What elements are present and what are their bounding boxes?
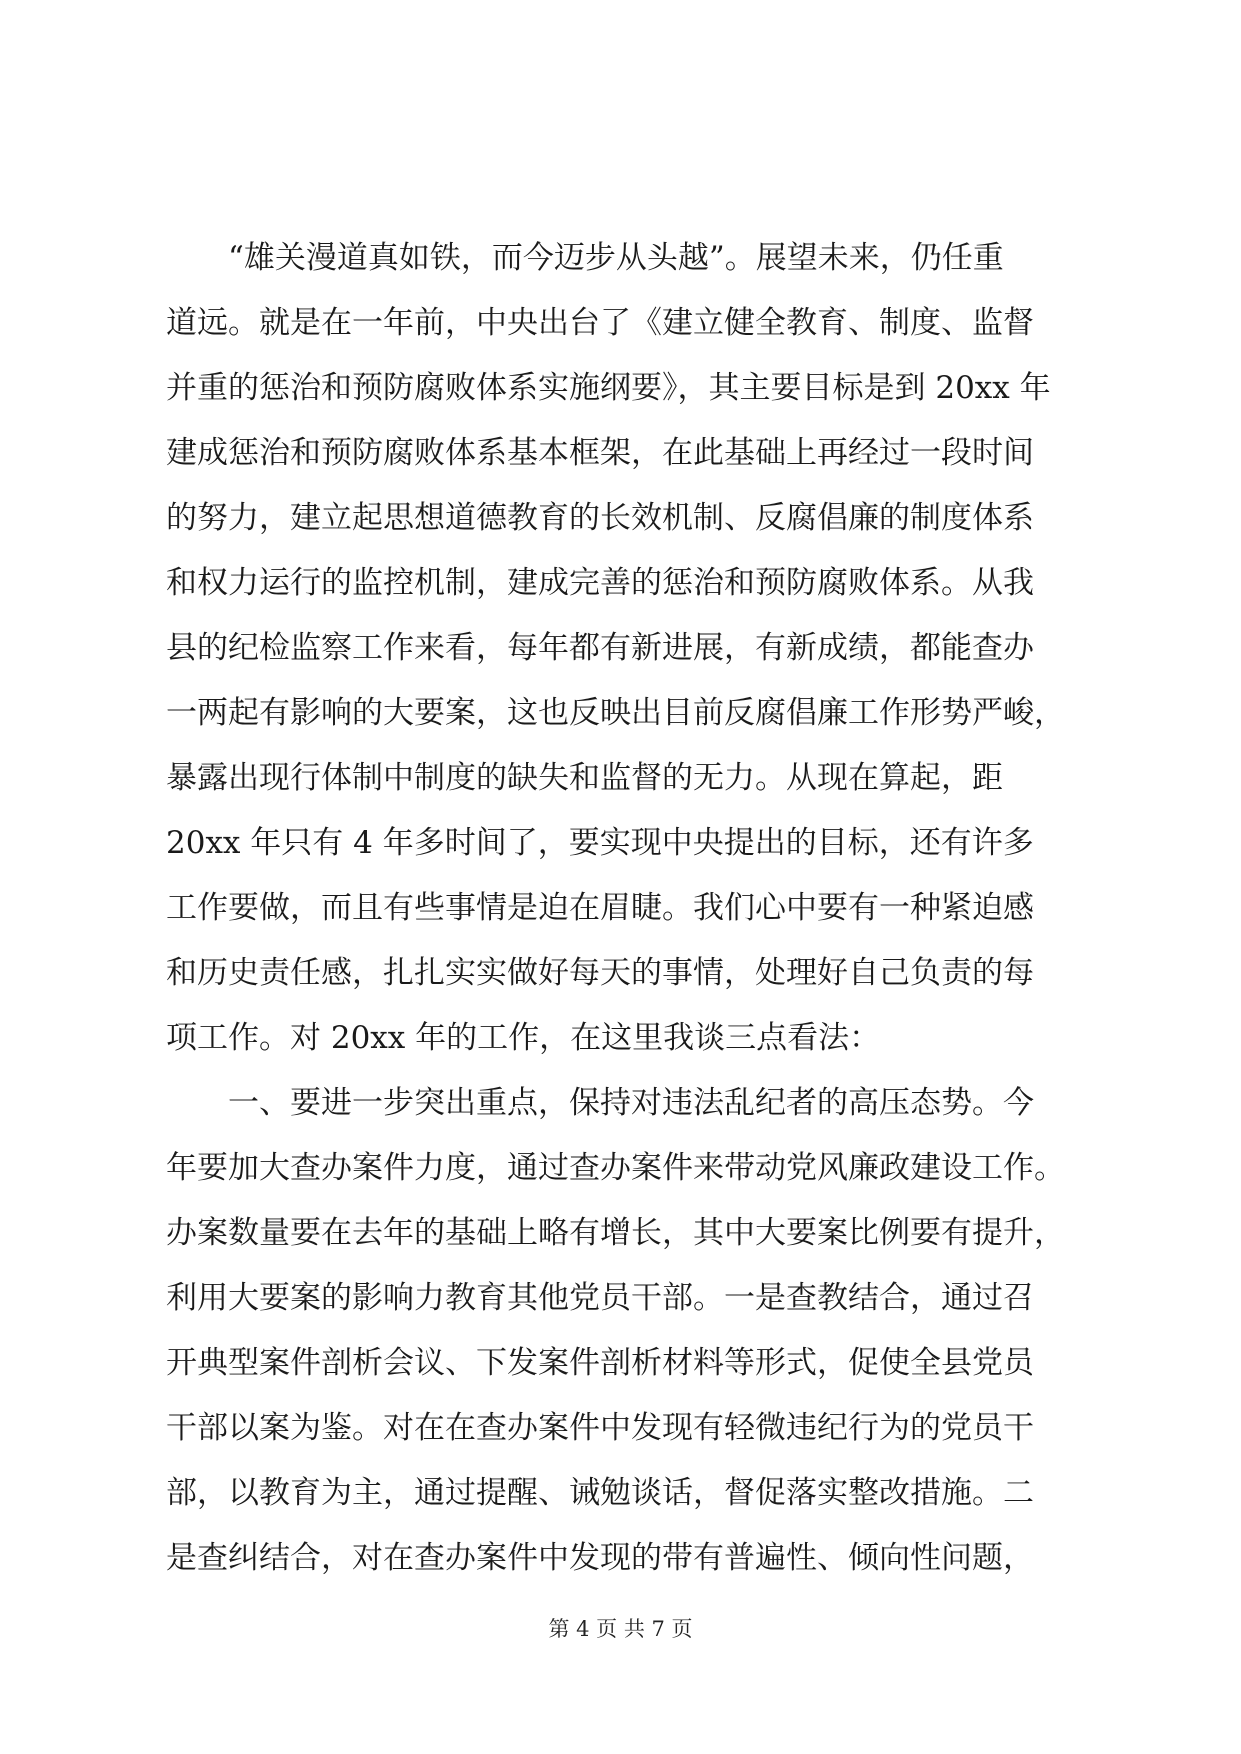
text-line: 县的纪检监察工作来看，每年都有新进展，有新成绩，都能查办: [166, 630, 1034, 666]
text-line: 开典型案件剖析会议、下发案件剖析材料等形式，促使全县党员: [166, 1345, 1034, 1381]
text-line: 工作要做，而且有些事情是迫在眉睫。我们心中要有一种紧迫感: [166, 890, 1034, 926]
text-line: 办案数量要在去年的基础上略有增长，其中大要案比例要有提升，: [166, 1215, 1065, 1251]
text-line: 和权力运行的监控机制，建成完善的惩治和预防腐败体系。从我: [166, 565, 1034, 601]
text-line: 项工作。对 20xx 年的工作，在这里我谈三点看法：: [166, 1020, 881, 1056]
text-line: 道远。就是在一年前，中央出台了《建立健全教育、制度、监督: [166, 305, 1034, 341]
text-line: 利用大要案的影响力教育其他党员干部。一是查教结合，通过召: [166, 1280, 1034, 1316]
text-line: 一两起有影响的大要案，这也反映出目前反腐倡廉工作形势严峻，: [166, 695, 1065, 731]
text-line: 的努力，建立起思想道德教育的长效机制、反腐倡廉的制度体系: [166, 500, 1034, 536]
text-line: 年要加大查办案件力度，通过查办案件来带动党风廉政建设工作。: [166, 1150, 1065, 1186]
text-line: 并重的惩治和预防腐败体系实施纲要》，其主要目标是到 20xx 年: [166, 370, 1051, 406]
text-line: 一、要进一步突出重点，保持对违法乱纪者的高压态势。今: [228, 1085, 1034, 1121]
text-line: 和历史责任感，扎扎实实做好每天的事情，处理好自己负责的每: [166, 955, 1034, 991]
text-line: 部，以教育为主，通过提醒、诫勉谈话，督促落实整改措施。二: [166, 1475, 1034, 1511]
text-line: 干部以案为鉴。对在在查办案件中发现有轻微违纪行为的党员干: [166, 1410, 1034, 1446]
paragraph: [166, 1071, 1081, 1591]
document-body: [166, 226, 1081, 1591]
paragraph: [166, 226, 1081, 1071]
text-line: 暴露出现行体制中制度的缺失和监督的无力。从现在算起，距: [166, 760, 1003, 796]
text-line: “雄关漫道真如铁，而今迈步从头越”。展望未来，仍任重: [228, 240, 1004, 276]
text-line: 20xx 年只有 4 年多时间了，要实现中央提出的目标，还有许多: [166, 825, 1034, 861]
page-number-footer: 第 4 页 共 7 页: [548, 1617, 693, 1641]
text-line: 建成惩治和预防腐败体系基本框架，在此基础上再经过一段时间: [166, 435, 1034, 471]
text-line: 是查纠结合，对在查办案件中发现的带有普遍性、倾向性问题，: [166, 1540, 1034, 1576]
